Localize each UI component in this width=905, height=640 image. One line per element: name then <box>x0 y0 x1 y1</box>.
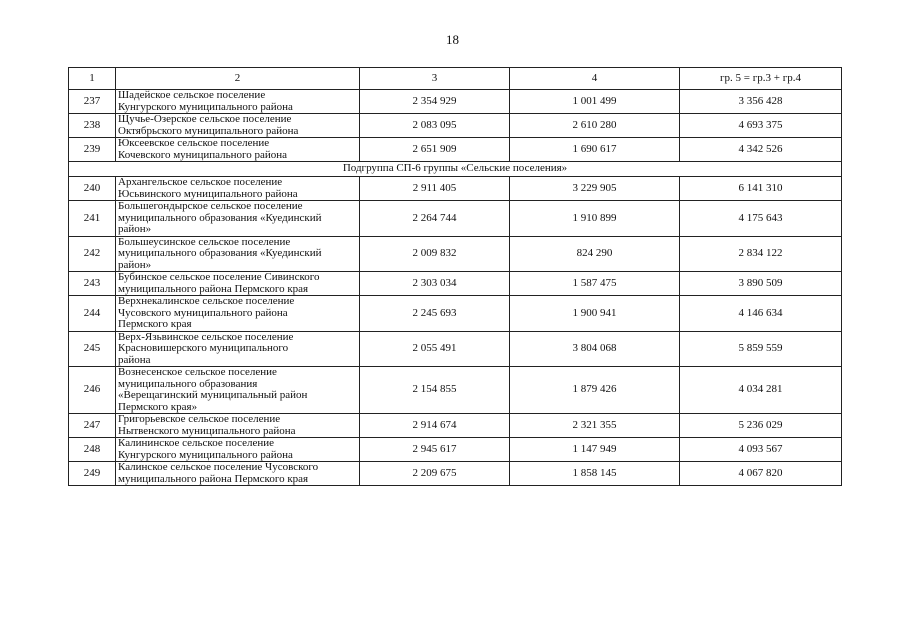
settlement-name: Калининское сельское поселение Кунгурского муниципального района <box>116 438 360 462</box>
value-col3: 2 303 034 <box>360 272 510 296</box>
value-col4: 824 290 <box>510 236 680 272</box>
table-row <box>69 296 842 332</box>
value-col4: 1 910 899 <box>510 201 680 237</box>
settlement-name: Верх-Язьвинское сельское поселение Красновишерского муниципального района <box>116 331 360 367</box>
row-number: 247 <box>69 414 116 438</box>
value-col4: 1 690 617 <box>510 138 680 162</box>
row-number: 239 <box>69 138 116 162</box>
value-col4: 1 001 499 <box>510 90 680 114</box>
row-number: 240 <box>69 177 116 201</box>
value-total: 4 067 820 <box>680 462 842 486</box>
value-total: 3 356 428 <box>680 90 842 114</box>
value-col4: 1 587 475 <box>510 272 680 296</box>
value-col3: 2 009 832 <box>360 236 510 272</box>
value-col4: 1 900 941 <box>510 296 680 332</box>
table-row <box>69 414 842 438</box>
row-number: 244 <box>69 296 116 332</box>
value-total: 5 236 029 <box>680 414 842 438</box>
table-row <box>69 462 842 486</box>
row-number: 238 <box>69 114 116 138</box>
table-row <box>69 201 842 237</box>
value-total: 4 693 375 <box>680 114 842 138</box>
subgroup-row <box>69 162 842 177</box>
table-row <box>69 138 842 162</box>
table-row <box>69 90 842 114</box>
settlement-name: Большегондырское сельское поселение муниципального образования «Куединский район» <box>116 201 360 237</box>
settlement-name: Калинское сельское поселение Чусовского муниципального района Пермского края <box>116 462 360 486</box>
value-col3: 2 911 405 <box>360 177 510 201</box>
value-col3: 2 083 095 <box>360 114 510 138</box>
value-total: 6 141 310 <box>680 177 842 201</box>
row-number: 245 <box>69 331 116 367</box>
value-col4: 2 321 355 <box>510 414 680 438</box>
value-col4: 3 229 905 <box>510 177 680 201</box>
value-total: 4 034 281 <box>680 367 842 414</box>
value-total: 3 890 509 <box>680 272 842 296</box>
settlement-name: Юксеевское сельское поселение Кочевского муниципального района <box>116 138 360 162</box>
table-row <box>69 438 842 462</box>
value-col3: 2 354 929 <box>360 90 510 114</box>
value-total: 4 146 634 <box>680 296 842 332</box>
row-number: 242 <box>69 236 116 272</box>
value-total: 5 859 559 <box>680 331 842 367</box>
row-number: 243 <box>69 272 116 296</box>
settlement-name: Вознесенское сельское поселение муниципального образования «Верещагинский муниципальный район Пермского края» <box>116 367 360 414</box>
table-row <box>69 331 842 367</box>
row-number: 249 <box>69 462 116 486</box>
value-col3: 2 055 491 <box>360 331 510 367</box>
value-col3: 2 945 617 <box>360 438 510 462</box>
page-number: 18 <box>446 32 459 47</box>
column-header: 1 <box>69 68 116 90</box>
value-col4: 3 804 068 <box>510 331 680 367</box>
row-number: 248 <box>69 438 116 462</box>
column-header: 2 <box>116 68 360 90</box>
settlement-name: Григорьевское сельское поселение Нытвенского муниципального района <box>116 414 360 438</box>
value-col4: 1 858 145 <box>510 462 680 486</box>
settlement-name: Щучье-Озерское сельское поселение Октябрьского муниципального района <box>116 114 360 138</box>
value-total: 4 093 567 <box>680 438 842 462</box>
value-total: 2 834 122 <box>680 236 842 272</box>
budget-table <box>68 67 842 486</box>
value-col3: 2 914 674 <box>360 414 510 438</box>
table-body <box>69 90 842 486</box>
value-total: 4 342 526 <box>680 138 842 162</box>
settlement-name: Бубинское сельское поселение Сивинского муниципального района Пермского края <box>116 272 360 296</box>
settlement-name: Верхнекалинское сельское поселение Чусовского муниципального района Пермского края <box>116 296 360 332</box>
value-col3: 2 245 693 <box>360 296 510 332</box>
value-col3: 2 154 855 <box>360 367 510 414</box>
row-number: 241 <box>69 201 116 237</box>
value-col4: 2 610 280 <box>510 114 680 138</box>
row-number: 246 <box>69 367 116 414</box>
value-total: 4 175 643 <box>680 201 842 237</box>
table-row <box>69 367 842 414</box>
value-col4: 1 879 426 <box>510 367 680 414</box>
table-row <box>69 177 842 201</box>
value-col3: 2 264 744 <box>360 201 510 237</box>
table-header-row <box>69 68 842 90</box>
table-row <box>69 272 842 296</box>
value-col3: 2 209 675 <box>360 462 510 486</box>
settlement-name: Архангельское сельское поселение Юсьвинского муниципального района <box>116 177 360 201</box>
subgroup-label: Подгруппа СП-6 группы «Сельские поселения» <box>69 162 842 177</box>
settlement-name: Шадейское сельское поселение Кунгурского муниципального района <box>116 90 360 114</box>
settlement-name: Большеусинское сельское поселение муниципального образования «Куединский район» <box>116 236 360 272</box>
value-col3: 2 651 909 <box>360 138 510 162</box>
column-header: 3 <box>360 68 510 90</box>
table-row <box>69 236 842 272</box>
table-row <box>69 114 842 138</box>
row-number: 237 <box>69 90 116 114</box>
column-header: гр. 5 = гр.3 + гр.4 <box>680 68 842 90</box>
value-col4: 1 147 949 <box>510 438 680 462</box>
column-header: 4 <box>510 68 680 90</box>
